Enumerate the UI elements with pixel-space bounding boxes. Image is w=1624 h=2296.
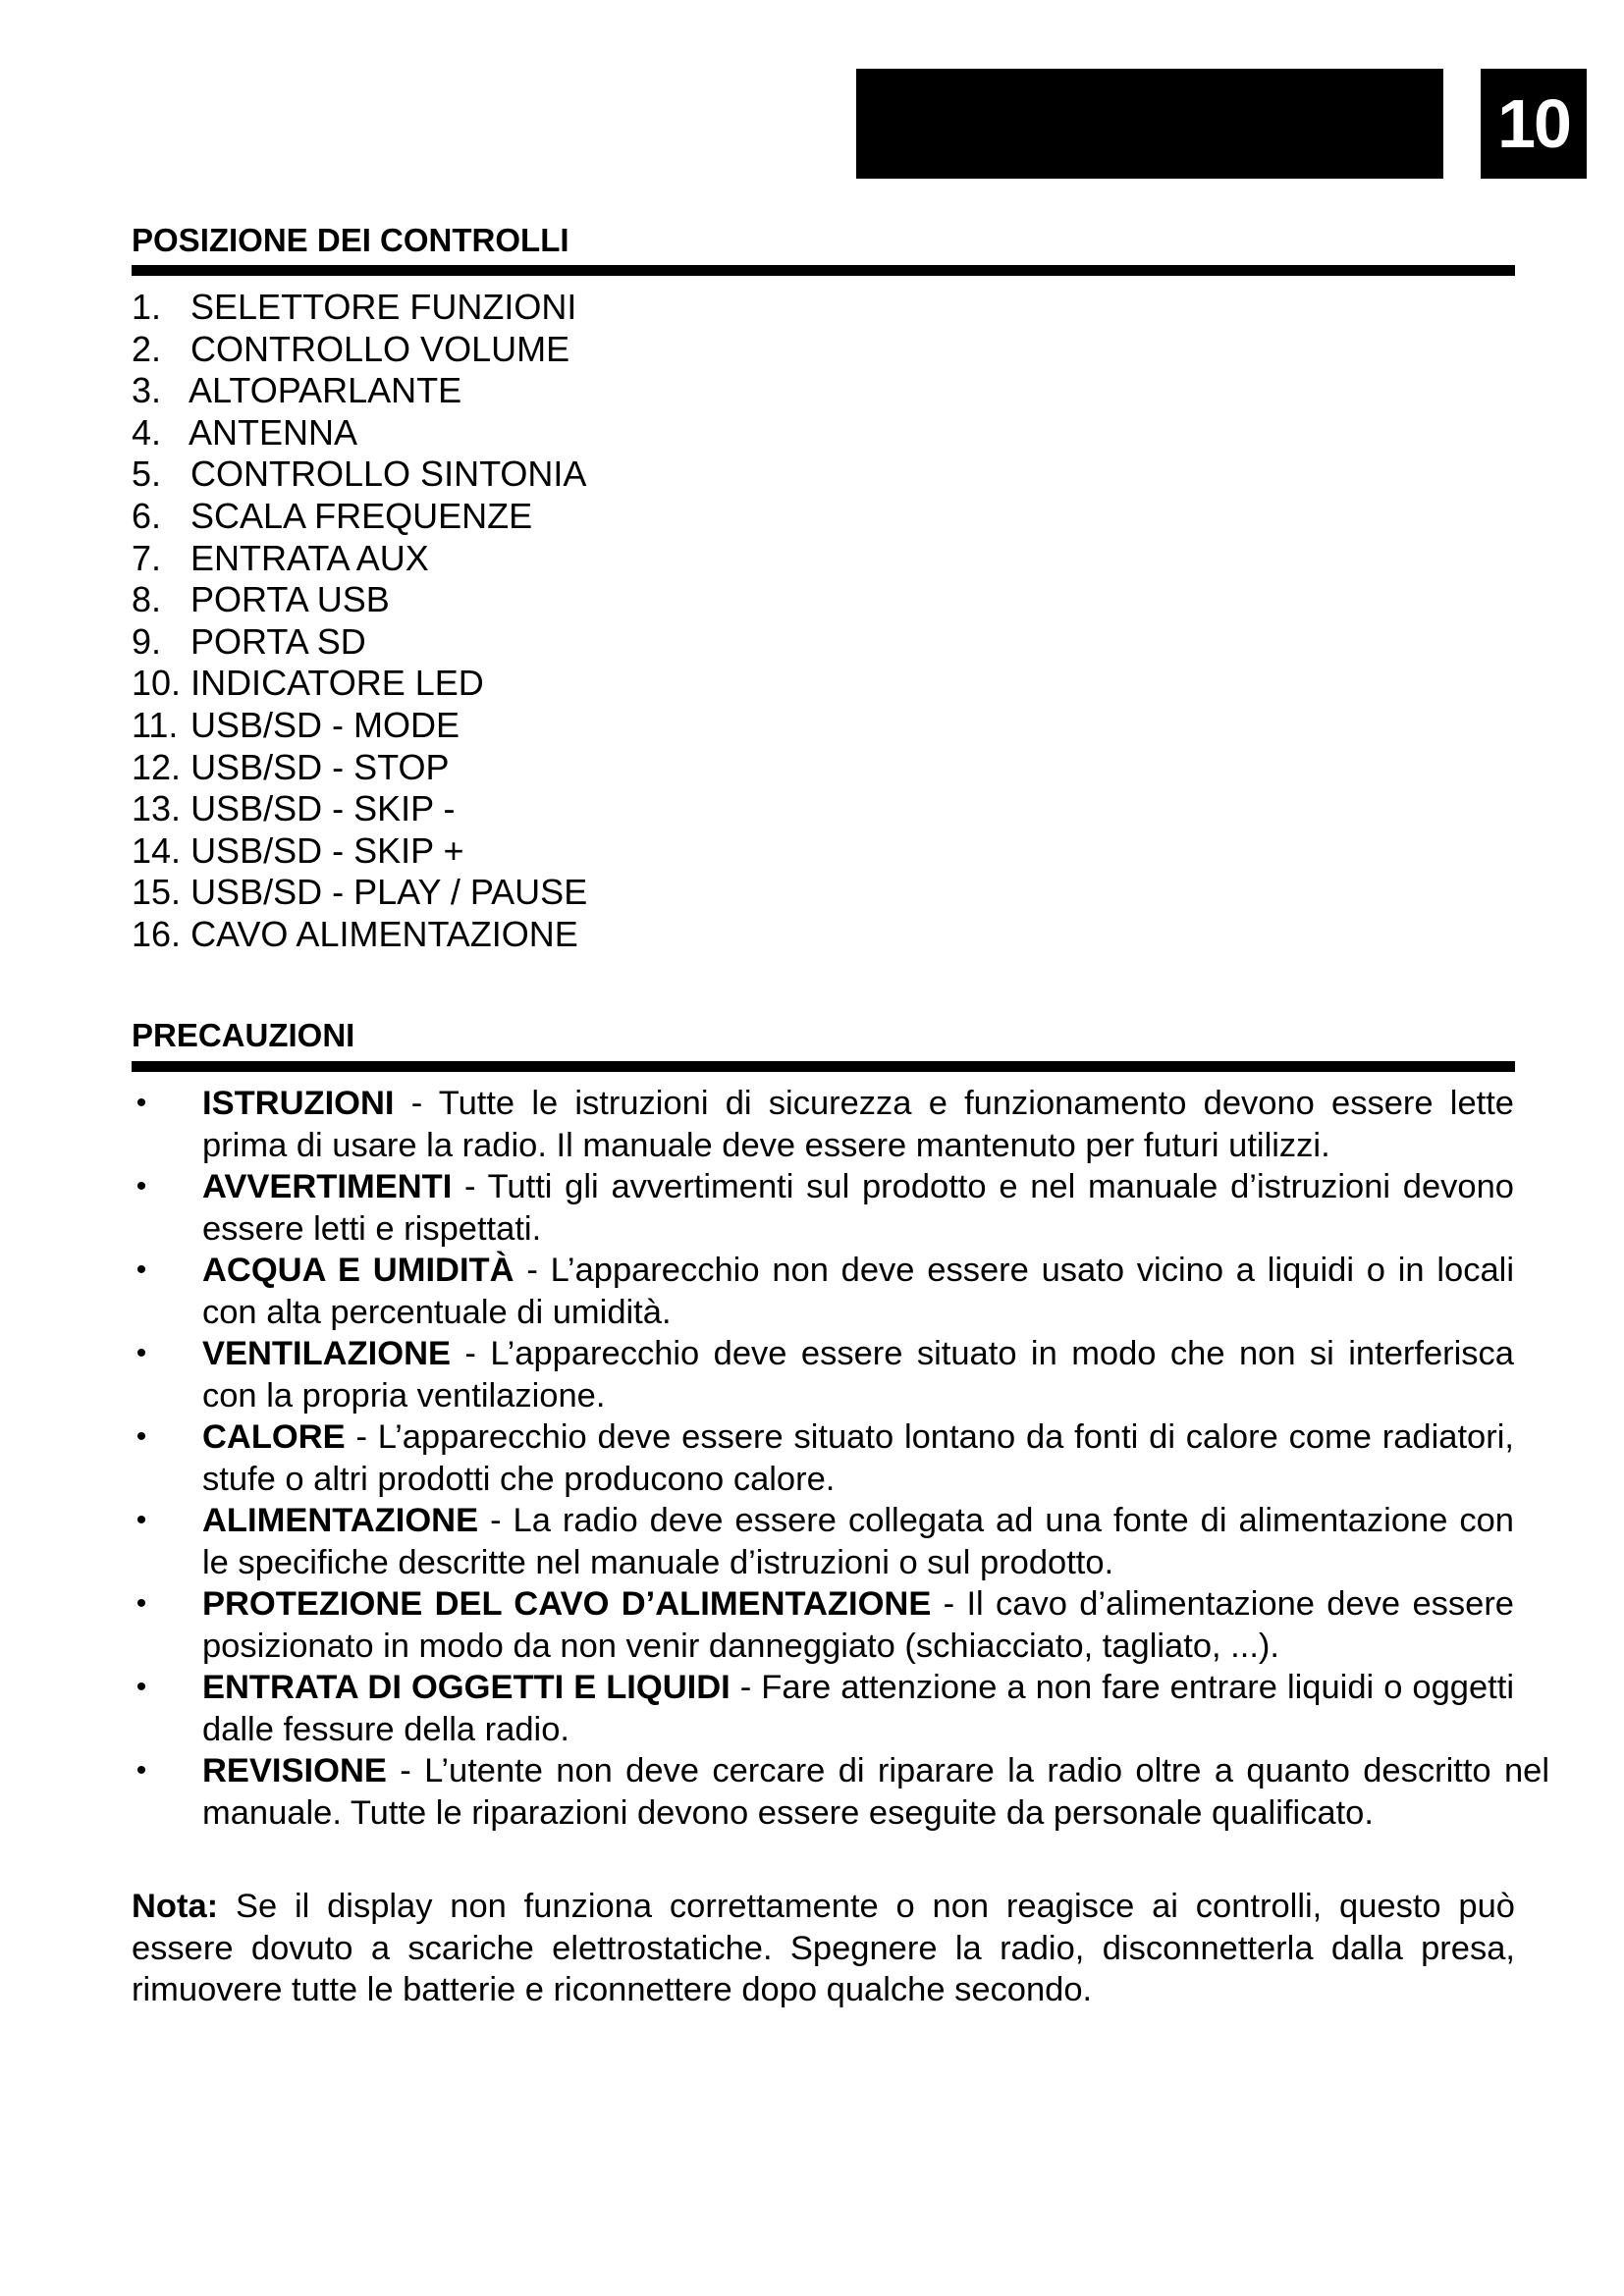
list-item — [132, 287, 587, 329]
precaution-term: ISTRUZIONI — [202, 1085, 395, 1122]
list-item — [132, 1416, 1514, 1500]
list-item-number: 10. — [132, 663, 182, 704]
list-item — [132, 329, 587, 371]
list-item — [132, 579, 587, 621]
bullet-icon: • — [135, 1587, 147, 1620]
list-item — [132, 412, 587, 454]
precautions-section-rule — [132, 1061, 1515, 1072]
bullet-icon: • — [135, 1754, 147, 1787]
precaution-text: - Tutti gli avvertimenti sul prodotto e nel manuale d’istruzioni devono essere letti e rispettati. — [202, 1168, 1514, 1248]
list-item-number: 7. — [132, 537, 162, 578]
precautions-list — [132, 1083, 1549, 1834]
precaution-term: VENTILAZIONE — [202, 1335, 452, 1372]
bullet-icon: • — [135, 1170, 147, 1202]
list-item-label: ALTOPARLANTE — [189, 370, 462, 411]
bullet-icon: • — [135, 1671, 147, 1703]
list-item-number: 2. — [132, 328, 162, 369]
list-item — [132, 496, 587, 538]
list-item-label: ANTENNA — [189, 411, 358, 453]
note-paragraph — [132, 1886, 1515, 2011]
list-item-label: CAVO ALIMENTAZIONE — [190, 913, 578, 954]
bullet-icon: • — [135, 1337, 147, 1369]
list-item-number: 4. — [132, 411, 162, 453]
precaution-text: - L’apparecchio deve essere situato in modo che non si interferisca con la propria ventilazione. — [202, 1335, 1514, 1415]
list-item-label: ENTRATA AUX — [190, 537, 429, 578]
bullet-icon: • — [135, 1420, 147, 1453]
list-item-label: PORTA SD — [190, 620, 366, 662]
list-item — [132, 1333, 1514, 1416]
list-item-number: 9. — [132, 620, 162, 662]
list-item — [132, 663, 587, 705]
list-item-label: SELETTORE FUNZIONI — [190, 287, 577, 327]
list-item-number: 8. — [132, 579, 162, 620]
list-item-number: 14. — [132, 829, 182, 871]
precaution-text: - Tutte le istruzioni di sicurezza e funzionamento devono essere lette prima di usare la radio. Il manuale deve essere mantenuto per futuri utilizzi. — [202, 1085, 1514, 1164]
precaution-term: PROTEZIONE DEL CAVO D’ALIMENTAZIONE — [202, 1585, 932, 1623]
list-item — [132, 914, 587, 956]
list-item — [132, 830, 587, 873]
bullet-icon: • — [135, 1254, 147, 1286]
controls-list — [132, 287, 587, 956]
list-item-label: USB/SD - SKIP + — [190, 829, 464, 871]
list-item-label: USB/SD - MODE — [190, 704, 460, 745]
precaution-text: - Il cavo d’alimentazione deve essere posizionato in modo da non venir danneggiato (schiacciato, tagliato, ...). — [202, 1585, 1514, 1665]
list-item — [132, 1250, 1514, 1333]
list-item-label: USB/SD - SKIP - — [190, 788, 456, 829]
list-item-label: SCALA FREQUENZE — [190, 495, 533, 536]
list-item — [132, 1750, 1549, 1834]
list-item-number: 5. — [132, 454, 162, 495]
header-bar — [856, 69, 1443, 179]
controls-section-title: POSIZIONE DEI CONTROLLI — [132, 222, 569, 258]
list-item-number: 16. — [132, 913, 182, 954]
list-item-label: INDICATORE LED — [190, 663, 484, 704]
precaution-text: - Fare attenzione a non fare entrare liquidi o oggetti dalle fessure della radio. — [202, 1669, 1514, 1748]
controls-section-rule — [132, 265, 1515, 276]
note-text: Se il display non funziona correttamente o non reagisce ai controlli, questo può essere dovuto a scariche elettrostatiche. Spegnere la radio, disconnetterla dalla presa, rimuovere tutte le batterie e riconnettere dopo qualche secondo. — [132, 1888, 1515, 2008]
list-item — [132, 454, 587, 496]
list-item-number: 15. — [132, 872, 182, 913]
list-item — [132, 1500, 1514, 1583]
precaution-text: - La radio deve essere collegata ad una fonte di alimentazione con le specifiche descritte nel manuale d’istruzioni o sul prodotto. — [202, 1502, 1514, 1581]
list-item — [132, 1583, 1514, 1667]
list-item — [132, 370, 587, 412]
precaution-term: CALORE — [202, 1418, 346, 1456]
note-label: Nota: — [132, 1888, 219, 1925]
list-item-number: 13. — [132, 788, 182, 829]
list-item — [132, 872, 587, 914]
precaution-term: ENTRATA DI OGGETTI E LIQUIDI — [202, 1669, 731, 1706]
list-item — [132, 1083, 1514, 1166]
precaution-term: AVVERTIMENTI — [202, 1168, 453, 1205]
precaution-term: REVISIONE — [202, 1752, 387, 1789]
precaution-text: - L’apparecchio non deve essere usato vicino a liquidi o in locali con alta percentuale di umidità. — [202, 1252, 1515, 1331]
precaution-text: - L’apparecchio deve essere situato lontano da fonti di calore come radiatori, stufe o altri prodotti che producono calore. — [202, 1418, 1514, 1498]
list-item-label: USB/SD - PLAY / PAUSE — [190, 872, 588, 913]
page-number: 10 — [1481, 69, 1587, 179]
precautions-section-title: PRECAUZIONI — [132, 1017, 355, 1053]
list-item-number: 12. — [132, 746, 182, 787]
bullet-icon: • — [135, 1087, 147, 1119]
list-item — [132, 747, 587, 789]
list-item — [132, 538, 587, 580]
list-item-label: CONTROLLO SINTONIA — [190, 454, 587, 495]
bullet-icon: • — [135, 1504, 147, 1536]
list-item-label: USB/SD - STOP — [190, 746, 450, 787]
list-item-number: 6. — [132, 495, 162, 536]
list-item — [132, 705, 587, 747]
list-item-number: 1. — [132, 287, 162, 327]
list-item-number: 3. — [132, 370, 162, 411]
list-item-label: CONTROLLO VOLUME — [190, 328, 570, 369]
list-item — [132, 621, 587, 664]
list-item — [132, 1667, 1514, 1750]
precaution-term: ACQUA E UMIDITÀ — [202, 1252, 514, 1289]
precaution-term: ALIMENTAZIONE — [202, 1502, 479, 1539]
list-item — [132, 1166, 1514, 1250]
list-item-label: PORTA USB — [190, 579, 390, 620]
precaution-text: - L’utente non deve cercare di riparare la radio oltre a quanto descritto nel manuale. Tutte le riparazioni devono essere eseguite da personale qualificato. — [202, 1752, 1549, 1832]
list-item-number: 11. — [132, 704, 179, 745]
list-item — [132, 788, 587, 830]
